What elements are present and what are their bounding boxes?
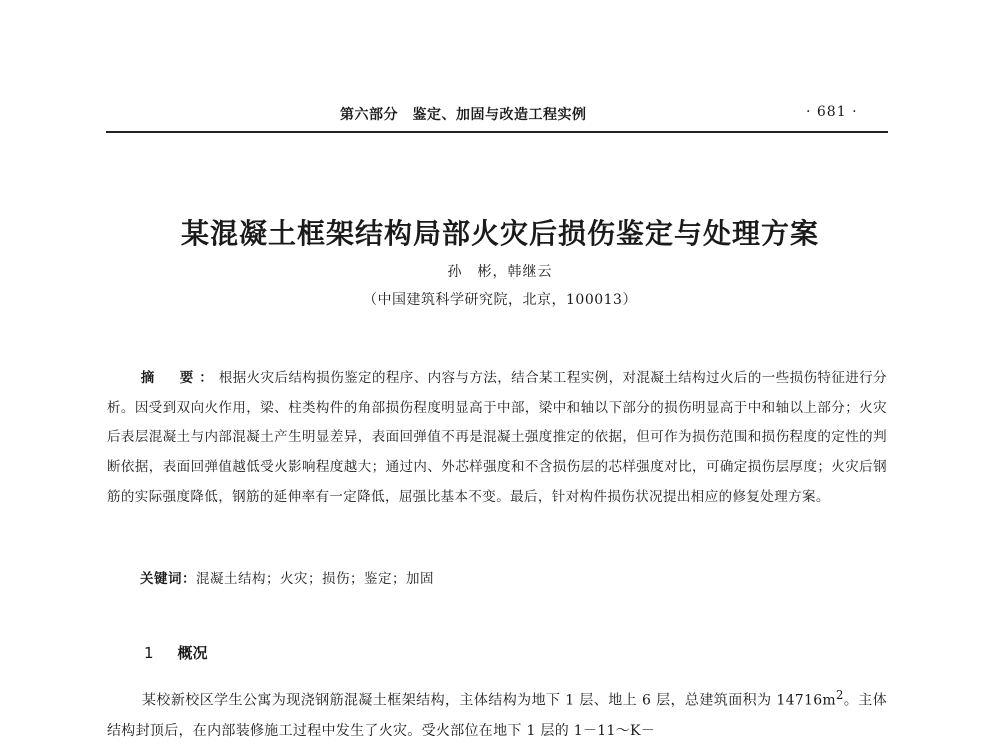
paper-authors: 孙 彬，韩继云 [447, 264, 553, 280]
paper-affiliation: （中国建筑科学研究院，北京，100013） [363, 292, 637, 308]
section-number: 1 [144, 644, 154, 662]
body-text-part-1: 某校新校区学生公寓为现浇钢筋混凝土框架结构，主体结构为地下 1 层、地上 6 层，总建筑面积为 14716m [142, 692, 836, 709]
page-number: · 681 · [806, 104, 858, 120]
area-unit-exponent: 2 [836, 688, 844, 702]
keywords [140, 567, 880, 587]
body-text-part-2: 。主体结构封顶后，在内部装修施工过程中发生了火灾。受火部位在地下 1 层的 1－11～K－ [107, 692, 888, 739]
abstract [107, 364, 887, 513]
running-head [0, 104, 1000, 126]
running-head-section-title: 第六部分 鉴定、加固与改造工程实例 [340, 107, 587, 123]
abstract-label: 摘 要： [140, 370, 219, 386]
keywords-text: 混凝土结构；火灾；损伤；鉴定；加固 [196, 571, 434, 587]
paper-title: 某混凝土框架结构局部火灾后损伤鉴定与处理方案 [180, 217, 819, 250]
abstract-text: 根据火灾后结构损伤鉴定的程序、内容与方法，结合某工程实例，对混凝土结构过火后的一些损伤特征进行分析。因受到双向火作用，梁、柱类构件的角部损伤程度明显高于中部，梁中和轴以下部分的损伤明显高于中和轴以上部分；火灾后表层混凝土与内部混凝土产生明显差异，表面回弹值不再是混凝土强度推定的依据，但可作为损伤范围和损伤程度的定性的判断依据，表面回弹值越低受火影响程度越大；通过内、外芯样强度和不含损伤层的芯样强度对比，可确定损伤层厚度；火灾后钢筋的实际强度降低，钢筋的延伸率有一定降低，屈强比基本不变。最后，针对构件损伤状况提出相应的修复处理方案。 [107, 370, 888, 505]
keywords-label: 关键词： [140, 571, 196, 587]
section-title: 概况 [177, 644, 208, 662]
body-paragraph [107, 680, 887, 746]
section-heading [144, 642, 208, 663]
header-rule-divider [106, 131, 888, 133]
